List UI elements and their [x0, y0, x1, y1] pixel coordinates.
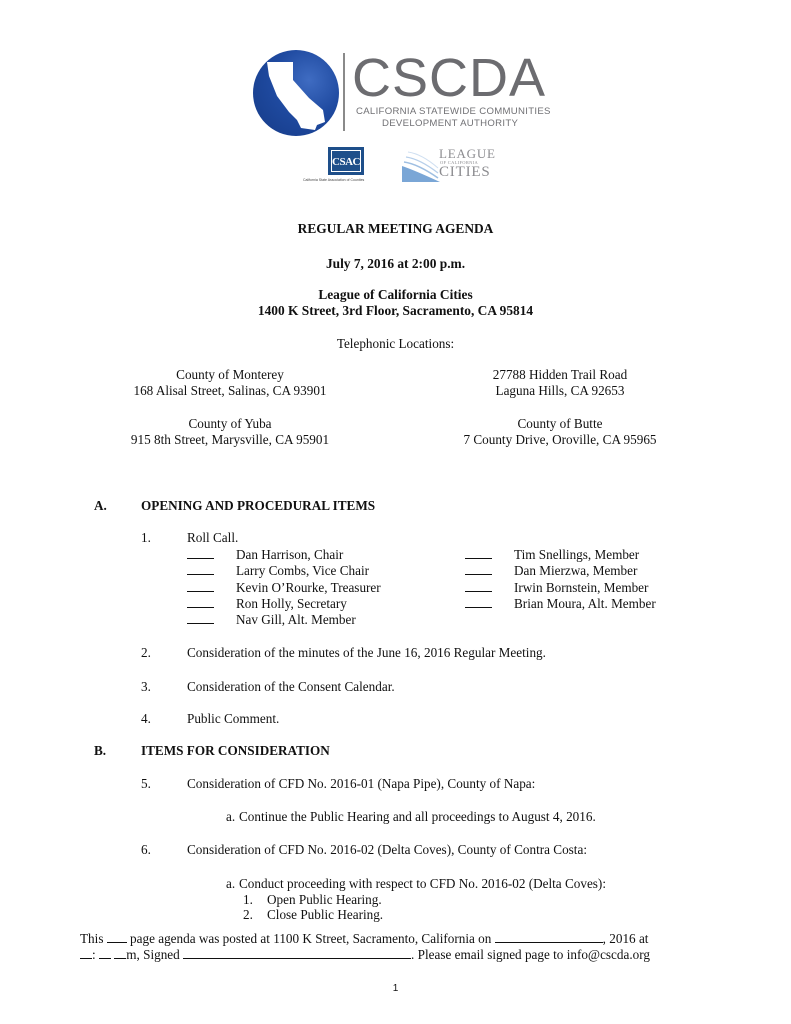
item-4-text: Public Comment. — [187, 711, 280, 726]
league-logo-line3: CITIES — [439, 164, 491, 180]
member-name: Kevin O’Rourke, Treasurer — [236, 580, 381, 595]
cscda-wordmark: CSCDA — [352, 48, 547, 108]
roll-call-row — [187, 580, 381, 596]
item-6a-text: Conduct proceeding with respect to CFD No. 2016-02 (Delta Coves): — [239, 876, 606, 891]
posting-statement-line1 — [80, 931, 648, 947]
item-6a-step-1-number: 1. — [243, 892, 253, 907]
location-monterey — [110, 367, 350, 399]
item-2-text: Consideration of the minutes of the June 16, 2016 Regular Meeting. — [187, 645, 546, 660]
league-logo-line1: LEAGUE — [439, 146, 496, 161]
footer-text: This — [80, 931, 104, 946]
attendance-blank[interactable] — [187, 547, 214, 559]
section-b-title: ITEMS FOR CONSIDERATION — [141, 743, 330, 758]
footer-text: m, Signed — [126, 947, 180, 962]
roll-call-row — [187, 563, 369, 579]
location-line1: County of Monterey — [176, 367, 284, 382]
csac-logo — [328, 147, 364, 175]
roll-call-row — [465, 563, 637, 579]
footer-text: . Please email signed page to info@cscda.org — [411, 947, 650, 962]
minute-blank[interactable] — [99, 947, 111, 959]
agenda-title: REGULAR MEETING AGENDA — [297, 221, 494, 236]
item-6-text: Consideration of CFD No. 2016-02 (Delta Coves), County of Contra Costa: — [187, 842, 587, 857]
item-6a-letter: a. — [226, 876, 236, 891]
item-6-number: 6. — [141, 842, 151, 857]
item-2-number: 2. — [141, 645, 151, 660]
item-5a-letter: a. — [226, 809, 236, 824]
roll-call-row — [465, 547, 639, 563]
member-name: Dan Harrison, Chair — [236, 547, 344, 562]
location-butte — [440, 416, 680, 448]
member-name: Nav Gill, Alt. Member — [236, 612, 356, 627]
hour-blank[interactable] — [80, 947, 92, 959]
location-line2: 168 Alisal Street, Salinas, CA 93901 — [133, 383, 327, 398]
item-5-text: Consideration of CFD No. 2016-01 (Napa Pipe), County of Napa: — [187, 776, 536, 791]
item-5-number: 5. — [141, 776, 151, 791]
attendance-blank[interactable] — [187, 563, 214, 575]
telephonic-label: Telephonic Locations: — [336, 336, 455, 351]
location-line1: 27788 Hidden Trail Road — [492, 367, 628, 382]
member-name: Brian Moura, Alt. Member — [514, 596, 656, 611]
member-name: Larry Combs, Vice Chair — [236, 563, 370, 578]
csac-logo-text: CSAC — [331, 150, 361, 172]
roll-call-row — [187, 612, 356, 628]
roll-call-row — [465, 580, 648, 596]
attendance-blank[interactable] — [187, 580, 214, 592]
attendance-blank[interactable] — [465, 596, 492, 608]
member-name: Dan Mierzwa, Member — [514, 563, 638, 578]
item-3-text: Consideration of the Consent Calendar. — [187, 679, 395, 694]
logo-divider — [343, 53, 345, 131]
item-4-number: 4. — [141, 711, 151, 726]
cscda-subtitle-line1: CALIFORNIA STATEWIDE COMMUNITIES — [356, 106, 551, 117]
attendance-blank[interactable] — [187, 612, 214, 624]
ampm-blank[interactable] — [114, 947, 126, 959]
roll-call-row — [465, 596, 656, 612]
california-map-icon — [253, 50, 339, 136]
attendance-blank[interactable] — [187, 596, 214, 608]
item-6a-step-2-text: Close Public Hearing. — [267, 907, 384, 922]
location-laguna-hills — [440, 367, 680, 399]
meeting-datetime: July 7, 2016 at 2:00 p.m. — [325, 256, 466, 271]
location-line1: County of Butte — [517, 416, 603, 431]
attendance-blank[interactable] — [465, 563, 492, 575]
item-1-text: Roll Call. — [187, 530, 239, 545]
footer-text: : — [92, 947, 96, 962]
cscda-logo-emblem — [253, 50, 339, 136]
footer-text: , 2016 at — [602, 931, 649, 946]
page-number: 1 — [392, 983, 399, 994]
posting-date-blank[interactable] — [495, 931, 603, 943]
item-6a-step-1-text: Open Public Hearing. — [267, 892, 382, 907]
item-1-number: 1. — [141, 530, 151, 545]
member-name: Ron Holly, Secretary — [236, 596, 347, 611]
roll-call-row — [187, 547, 343, 563]
footer-text: page agenda was posted at 1100 K Street, Sacramento, California on — [130, 931, 492, 946]
member-name: Irwin Bornstein, Member — [514, 580, 649, 595]
league-swoosh-icon — [400, 148, 440, 182]
page-count-blank[interactable] — [107, 931, 127, 943]
location-line2: 7 County Drive, Oroville, CA 95965 — [463, 432, 657, 447]
item-5a-text: Continue the Public Hearing and all proceedings to August 4, 2016. — [239, 809, 596, 824]
attendance-blank[interactable] — [465, 547, 492, 559]
league-logo-line2: OF CALIFORNIA — [440, 160, 479, 165]
location-line2: Laguna Hills, CA 92653 — [495, 383, 625, 398]
roll-call-row — [187, 596, 347, 612]
cscda-subtitle-line2: DEVELOPMENT AUTHORITY — [382, 118, 519, 129]
section-b-letter: B. — [94, 743, 107, 758]
item-6a-step-2-number: 2. — [243, 907, 253, 922]
attendance-blank[interactable] — [465, 580, 492, 592]
signature-blank[interactable] — [183, 947, 411, 959]
item-3-number: 3. — [141, 679, 151, 694]
location-line2: 915 8th Street, Marysville, CA 95901 — [130, 432, 330, 447]
section-a-letter: A. — [94, 498, 107, 513]
posting-statement-line2 — [80, 947, 650, 963]
member-name: Tim Snellings, Member — [514, 547, 640, 562]
csac-caption: California State Association of Counties — [303, 178, 365, 182]
location-yuba — [110, 416, 350, 448]
section-a-title: OPENING AND PROCEDURAL ITEMS — [141, 498, 376, 513]
venue-name: League of California Cities — [318, 287, 473, 302]
location-line1: County of Yuba — [188, 416, 272, 431]
venue-address: 1400 K Street, 3rd Floor, Sacramento, CA 95814 — [257, 303, 534, 318]
